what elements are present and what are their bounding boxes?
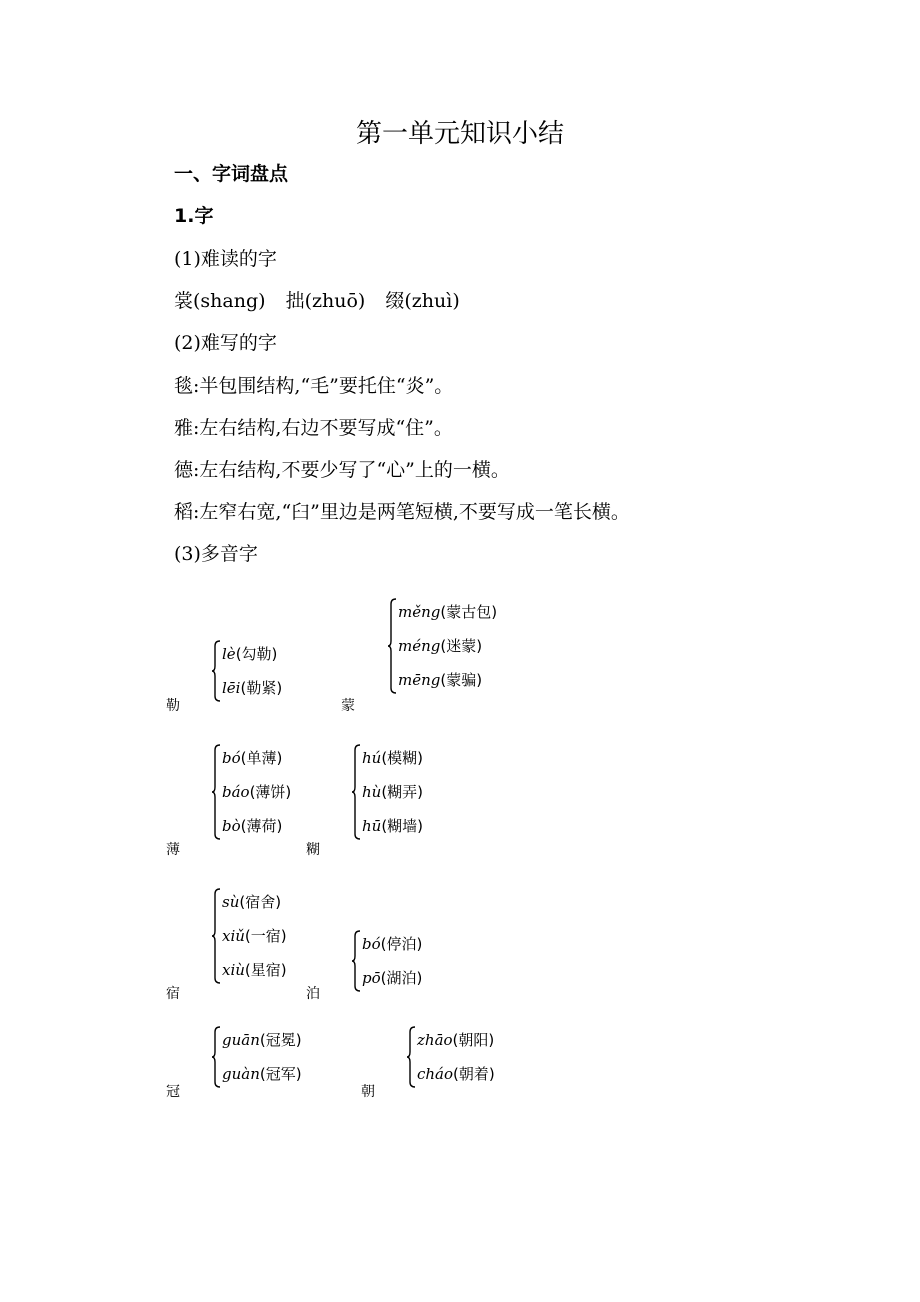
curly-brace-icon: [407, 1026, 417, 1088]
hard-write-line: 德:左右结构,不要少写了“心”上的一横。: [174, 459, 510, 481]
reading-word: (蒙骗): [440, 671, 483, 689]
polyphonic-char: 宿: [166, 986, 180, 1002]
reading-word: (停泊): [380, 935, 423, 953]
reading-word: (朝阳): [452, 1031, 495, 1049]
polyphonic-reading: [222, 1030, 302, 1050]
reading-word: (湖泊): [380, 969, 423, 987]
reading-pinyin: sù: [222, 893, 240, 911]
hard-read-char: 裳: [174, 290, 194, 312]
hard-read-char: 拙: [285, 290, 305, 312]
reading-pinyin: pō: [362, 969, 381, 987]
reading-pinyin: guān: [222, 1031, 260, 1049]
hard-write-line: 毯:半包围结构,“毛”要托住“炎”。: [174, 375, 454, 397]
curly-brace-icon: [212, 640, 222, 702]
hard-to-write-heading: (2)难写的字: [174, 332, 277, 354]
polyphonic-heading: (3)多音字: [174, 543, 258, 565]
polyphonic-reading: [417, 1030, 494, 1050]
polyphonic-char: 勒: [166, 698, 180, 714]
hard-read-pinyin: (shang): [193, 290, 266, 312]
curly-brace-icon: [212, 888, 222, 984]
polyphonic-reading: [362, 782, 423, 802]
reading-word: (勒紧): [240, 679, 283, 697]
hard-read-char: 缀: [385, 290, 405, 312]
reading-pinyin: zhāo: [417, 1031, 453, 1049]
reading-pinyin: hú: [362, 749, 382, 767]
reading-word: (模糊): [381, 749, 424, 767]
polyphonic-char: 冠: [166, 1084, 180, 1100]
polyphonic-reading: [222, 782, 291, 802]
curly-brace-icon: [352, 930, 362, 992]
reading-pinyin: měng: [398, 603, 441, 621]
hard-read-pinyin: (zhuō): [304, 290, 366, 312]
polyphonic-reading: [362, 968, 422, 988]
polyphonic-reading: [398, 670, 482, 690]
polyphonic-reading: [222, 892, 281, 912]
reading-pinyin: bó: [362, 935, 381, 953]
reading-word: (糊弄): [381, 783, 424, 801]
polyphonic-reading: [222, 644, 277, 664]
curly-brace-icon: [388, 598, 398, 694]
polyphonic-reading: [222, 1064, 302, 1084]
hard-write-line: 雅:左右结构,右边不要写成“住”。: [174, 417, 453, 439]
reading-pinyin: xiǔ: [222, 927, 245, 945]
reading-word: (薄荷): [240, 817, 283, 835]
reading-pinyin: xiù: [222, 961, 245, 979]
reading-word: (冠军): [259, 1065, 302, 1083]
polyphonic-char: 薄: [166, 842, 180, 858]
reading-word: (糊墙): [381, 817, 424, 835]
reading-pinyin: lè: [222, 645, 236, 663]
polyphonic-char: 泊: [306, 986, 320, 1002]
reading-pinyin: báo: [222, 783, 250, 801]
reading-word: (薄饼): [249, 783, 292, 801]
polyphonic-char: 朝: [361, 1084, 375, 1100]
reading-pinyin: bò: [222, 817, 241, 835]
polyphonic-reading: [222, 678, 282, 698]
hard-read-pinyin: (zhuì): [404, 290, 460, 312]
reading-word: (蒙古包): [440, 603, 498, 621]
polyphonic-char: 糊: [306, 842, 320, 858]
hard-to-read-heading: (1)难读的字: [174, 248, 277, 270]
reading-word: (迷蒙): [440, 637, 483, 655]
reading-pinyin: guàn: [222, 1065, 260, 1083]
polyphonic-reading: [362, 934, 422, 954]
reading-word: (一宿): [244, 927, 287, 945]
reading-pinyin: bó: [222, 749, 241, 767]
polyphonic-char: 蒙: [341, 698, 355, 714]
polyphonic-reading: [222, 960, 287, 980]
polyphonic-reading: [222, 816, 282, 836]
polyphonic-reading: [222, 748, 282, 768]
reading-word: (星宿): [244, 961, 287, 979]
polyphonic-reading: [398, 602, 497, 622]
curly-brace-icon: [212, 1026, 222, 1088]
subsection-heading-characters: 1.字: [174, 205, 214, 227]
polyphonic-reading: [362, 816, 423, 836]
polyphonic-reading: [417, 1064, 495, 1084]
page-title: 第一单元知识小结: [355, 119, 564, 149]
reading-word: (勾勒): [235, 645, 278, 663]
reading-pinyin: lēi: [222, 679, 241, 697]
polyphonic-reading: [222, 926, 287, 946]
reading-pinyin: hū: [362, 817, 382, 835]
reading-word: (单薄): [240, 749, 283, 767]
polyphonic-reading: [362, 748, 423, 768]
hard-write-line: 稻:左窄右宽,“臼”里边是两笔短横,不要写成一笔长横。: [174, 501, 630, 523]
curly-brace-icon: [212, 744, 222, 840]
reading-word: (宿舍): [239, 893, 282, 911]
section-heading-word-review: 一、字词盘点: [174, 163, 289, 185]
curly-brace-icon: [352, 744, 362, 840]
reading-word: (冠冕): [259, 1031, 302, 1049]
reading-pinyin: cháo: [417, 1065, 454, 1083]
reading-pinyin: méng: [398, 637, 441, 655]
reading-pinyin: mēng: [398, 671, 441, 689]
reading-pinyin: hù: [362, 783, 382, 801]
polyphonic-reading: [398, 636, 482, 656]
hard-to-read-list: [174, 287, 460, 315]
reading-word: (朝着): [453, 1065, 495, 1083]
